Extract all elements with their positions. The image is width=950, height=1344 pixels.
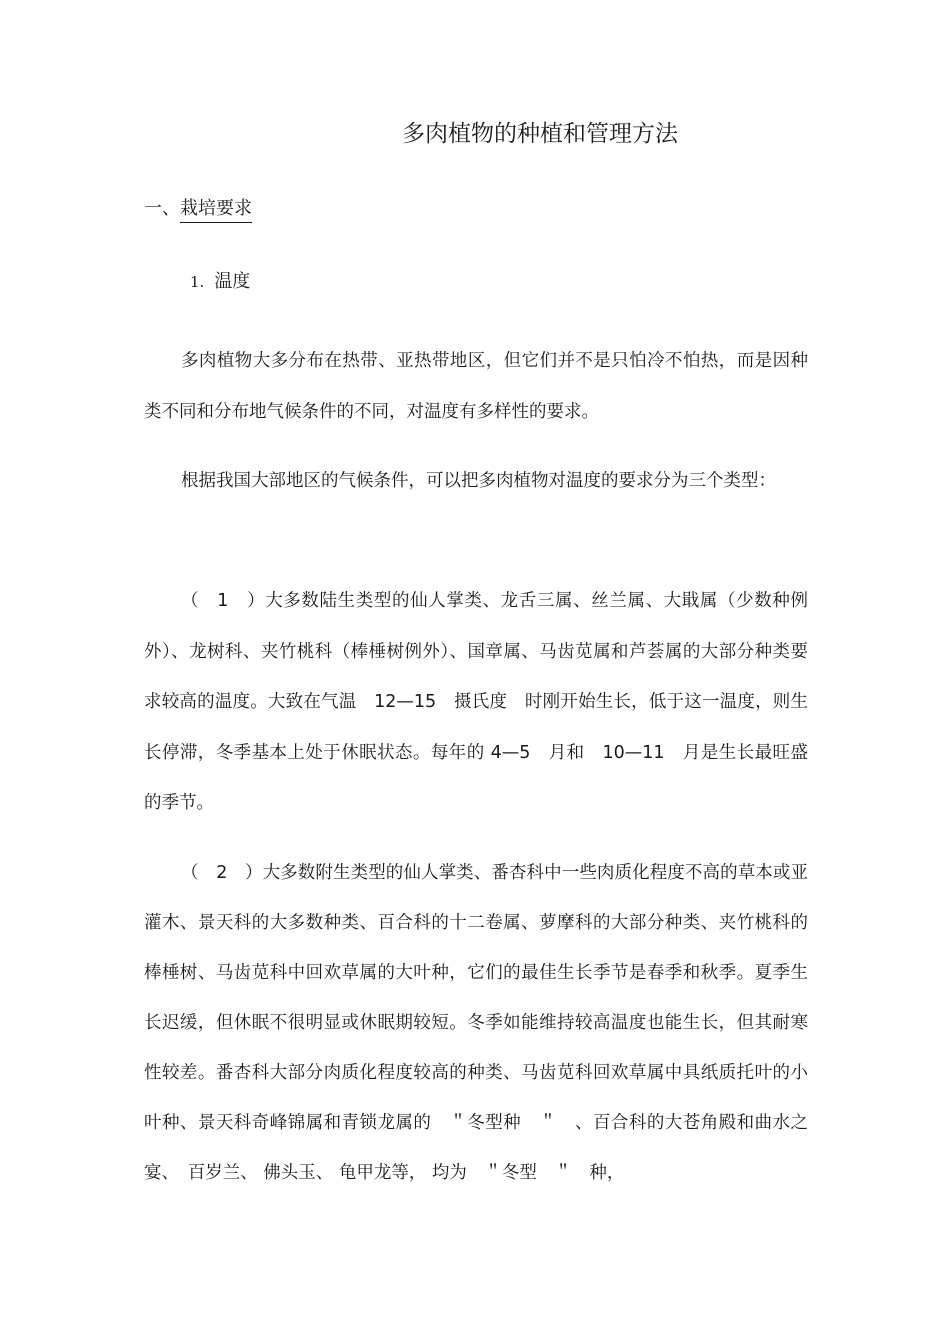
- section-prefix: 一、: [144, 198, 180, 219]
- paragraph-classification: 根据我国大部地区的气候条件，可以把多肉植物对温度的要求分为三个类型：: [181, 471, 776, 491]
- paragraph-type-2: （ 2 ）大多数附生类型的仙人掌类、番杏科中一些肉质化程度不高的草本或亚灌木、景天科的大多数种类、百合科的十二卷属、萝摩科的大部分种类、夹竹桃科的棒棰树、马齿苋科中回欢草属的大叶种，它们的最佳生长季节是春季和秋季。夏季生长迟缓，但休眠不很明显或休眠期较短。冬季如能维持较高温度也能生长，但其耐寒性较差。番杏科大部分肉质化程度较高的种类、马齿苋科回欢草属中具纸质托叶的小叶种、景天科奇峰锦属和青锁龙属的 ＂冬型种 ＂ 、百合科的大苍角殿和曲水之宴、 百岁兰、 佛头玉、 龟甲龙等， 均为 ＂冬型 ＂ 种，: [144, 863, 808, 1183]
- paragraph-distribution: 多肉植物大多分布在热带、亚热带地区，但它们并不是只怕冷不怕热，而是因种类不同和分布地气候条件的不同，对温度有多样性的要求。: [144, 351, 808, 422]
- document-title: 多肉植物的种植和管理方法: [402, 121, 678, 147]
- subsection-heading-text: 温度: [214, 271, 251, 292]
- subsection-number: 1.: [190, 273, 205, 291]
- section-heading-text: 栽培要求: [180, 198, 252, 223]
- subsection-heading: [190, 268, 250, 296]
- paragraph-type-1: （ 1 ）大多数陆生类型的仙人掌类、龙舌三属、丝兰属、大戢属（少数种例外）、龙树科、夹竹桃科（棒棰树例外）、国章属、马齿苋属和芦荟属的大部分种类要求较高的温度。大致在气温 12—15 摄氏度 时刚开始生长，低于这一温度，则生长停滞，冬季基本上处于休眠状态。每年的 4—5 月和 10—11 月是生长最旺盛的季节。: [144, 591, 808, 813]
- section-heading: [144, 195, 252, 223]
